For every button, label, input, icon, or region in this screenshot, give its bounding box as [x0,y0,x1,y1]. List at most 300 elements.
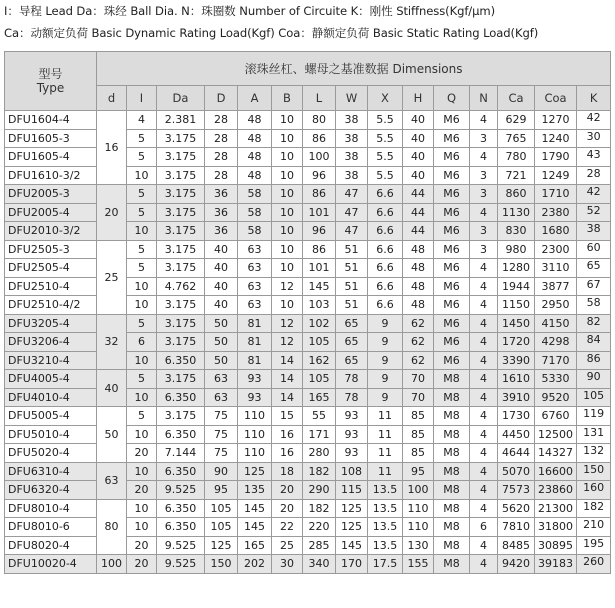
cell-q: M8 [434,462,470,481]
table-row [5,536,611,555]
cell-k: 260 [577,555,611,574]
cell-q: M8 [434,425,470,444]
cell-coa: 39183 [535,555,577,574]
cell-d-outer: 105 [205,518,238,537]
spec-table-container [4,51,610,574]
cell-ca: 4450 [498,425,535,444]
cell-x: 11 [368,444,403,463]
cell-k: 67 [577,277,611,296]
table-row [5,314,611,333]
cell-l: 145 [303,277,336,296]
cell-coa: 2300 [535,240,577,259]
cell-q: M6 [434,259,470,278]
cell-type: DFU4010-4 [5,388,97,407]
cell-x: 6.6 [368,296,403,315]
cell-type: DFU8010-6 [5,518,97,537]
dimensions-group-header: 滚珠丝杠、螺母之基准数据 Dimensions [97,52,611,86]
cell-b: 10 [272,166,303,185]
cell-a: 48 [238,111,272,130]
cell-type: DFU3210-4 [5,351,97,370]
cell-h: 44 [403,222,434,241]
cell-i: 10 [127,462,157,481]
cell-h: 155 [403,555,434,574]
cell-ca: 8485 [498,536,535,555]
cell-b: 15 [272,407,303,426]
table-row [5,259,611,278]
cell-n: 4 [470,425,498,444]
cell-w: 93 [336,425,368,444]
cell-h: 48 [403,277,434,296]
cell-k: 195 [577,536,611,555]
cell-da: 3.175 [157,407,205,426]
cell-da: 6.350 [157,388,205,407]
cell-l: 162 [303,351,336,370]
cell-d: 50 [97,407,127,463]
cell-h: 62 [403,314,434,333]
cell-i: 10 [127,351,157,370]
cell-w: 51 [336,240,368,259]
cell-type: DFU6310-4 [5,462,97,481]
cell-k: 38 [577,222,611,241]
cell-coa: 12500 [535,425,577,444]
cell-ca: 1130 [498,203,535,222]
cell-i: 6 [127,333,157,352]
cell-a: 110 [238,407,272,426]
cell-h: 70 [403,370,434,389]
cell-w: 47 [336,203,368,222]
cell-coa: 5330 [535,370,577,389]
cell-coa: 7170 [535,351,577,370]
cell-a: 145 [238,499,272,518]
cell-k: 86 [577,351,611,370]
table-row [5,296,611,315]
cell-n: 4 [470,481,498,500]
cell-b: 20 [272,499,303,518]
cell-n: 4 [470,351,498,370]
cell-x: 6.6 [368,222,403,241]
cell-l: 165 [303,388,336,407]
cell-b: 10 [272,222,303,241]
cell-da: 9.525 [157,555,205,574]
cell-l: 103 [303,296,336,315]
cell-k: 160 [577,481,611,500]
column-header-i: I [127,86,157,111]
cell-type: DFU6320-4 [5,481,97,500]
cell-d-outer: 63 [205,388,238,407]
cell-a: 110 [238,444,272,463]
cell-d-outer: 125 [205,536,238,555]
cell-coa: 3110 [535,259,577,278]
cell-n: 4 [470,555,498,574]
cell-da: 6.350 [157,499,205,518]
table-row [5,166,611,185]
cell-l: 96 [303,166,336,185]
cell-i: 5 [127,203,157,222]
cell-l: 80 [303,111,336,130]
cell-type: DFU1604-4 [5,111,97,130]
cell-a: 58 [238,222,272,241]
cell-coa: 1710 [535,185,577,204]
column-header-q: Q [434,86,470,111]
cell-b: 10 [272,111,303,130]
cell-coa: 1249 [535,166,577,185]
cell-w: 125 [336,499,368,518]
cell-w: 93 [336,444,368,463]
cell-l: 55 [303,407,336,426]
cell-da: 3.175 [157,203,205,222]
cell-coa: 2380 [535,203,577,222]
cell-k: 42 [577,185,611,204]
cell-coa: 21300 [535,499,577,518]
table-row [5,333,611,352]
cell-b: 10 [272,148,303,167]
cell-x: 9 [368,333,403,352]
cell-w: 65 [336,314,368,333]
type-header-en: Type [36,81,65,95]
cell-w: 47 [336,185,368,204]
column-header-h: H [403,86,434,111]
cell-l: 171 [303,425,336,444]
cell-ca: 3390 [498,351,535,370]
cell-w: 38 [336,148,368,167]
cell-type: DFU5010-4 [5,425,97,444]
cell-k: 131 [577,425,611,444]
cell-da: 9.525 [157,481,205,500]
cell-coa: 23860 [535,481,577,500]
cell-b: 12 [272,314,303,333]
cell-da: 3.175 [157,185,205,204]
cell-d-outer: 28 [205,166,238,185]
legend [4,0,612,44]
cell-i: 5 [127,314,157,333]
column-header-b: B [272,86,303,111]
cell-coa: 2950 [535,296,577,315]
cell-q: M8 [434,407,470,426]
table-row [5,129,611,148]
cell-da: 6.350 [157,462,205,481]
cell-l: 280 [303,444,336,463]
cell-b: 30 [272,555,303,574]
cell-h: 44 [403,185,434,204]
cell-coa: 1270 [535,111,577,130]
cell-w: 51 [336,277,368,296]
cell-x: 11 [368,407,403,426]
cell-h: 85 [403,425,434,444]
cell-x: 13.5 [368,518,403,537]
legend-line-1: I：导程 Lead Da：珠经 Ball Dia. N：珠圈数 Number of Circuite K：刚性 Stiffness(Kgf/μm) [4,4,496,18]
cell-a: 63 [238,259,272,278]
cell-h: 48 [403,240,434,259]
table-row [5,444,611,463]
cell-l: 86 [303,240,336,259]
cell-i: 5 [127,129,157,148]
cell-da: 6.350 [157,425,205,444]
cell-d: 32 [97,314,127,370]
table-row [5,518,611,537]
cell-da: 3.175 [157,166,205,185]
cell-q: M8 [434,499,470,518]
cell-n: 3 [470,166,498,185]
cell-l: 340 [303,555,336,574]
cell-q: M6 [434,185,470,204]
cell-l: 182 [303,499,336,518]
cell-k: 58 [577,296,611,315]
cell-w: 115 [336,481,368,500]
cell-k: 42 [577,111,611,130]
cell-i: 10 [127,166,157,185]
column-header-d: d [97,86,127,111]
cell-l: 86 [303,185,336,204]
cell-w: 93 [336,407,368,426]
cell-ca: 1730 [498,407,535,426]
cell-x: 13.5 [368,481,403,500]
cell-ca: 5070 [498,462,535,481]
cell-k: 52 [577,203,611,222]
cell-ca: 860 [498,185,535,204]
cell-da: 7.144 [157,444,205,463]
cell-d-outer: 40 [205,240,238,259]
cell-d: 63 [97,462,127,499]
cell-n: 4 [470,203,498,222]
cell-k: 60 [577,240,611,259]
cell-k: 65 [577,259,611,278]
cell-k: 182 [577,499,611,518]
cell-d-outer: 28 [205,148,238,167]
cell-h: 95 [403,462,434,481]
cell-k: 105 [577,388,611,407]
cell-q: M6 [434,222,470,241]
cell-q: M8 [434,370,470,389]
cell-d-outer: 75 [205,407,238,426]
cell-i: 10 [127,499,157,518]
cell-ca: 629 [498,111,535,130]
cell-type: DFU2005-4 [5,203,97,222]
cell-h: 48 [403,296,434,315]
cell-x: 9 [368,388,403,407]
cell-b: 10 [272,129,303,148]
legend-line-2: Ca：动额定负荷 Basic Dynamic Rating Load(Kgf) Coa：静额定负荷 Basic Static Rating Load(Kgf) [4,26,539,40]
cell-w: 108 [336,462,368,481]
cell-d: 16 [97,111,127,185]
cell-a: 135 [238,481,272,500]
cell-a: 202 [238,555,272,574]
table-row [5,388,611,407]
column-header-ca: Ca [498,86,535,111]
cell-q: M8 [434,481,470,500]
cell-a: 93 [238,370,272,389]
cell-ca: 780 [498,148,535,167]
cell-da: 3.175 [157,370,205,389]
cell-x: 13.5 [368,499,403,518]
cell-k: 90 [577,370,611,389]
cell-w: 38 [336,129,368,148]
cell-coa: 3877 [535,277,577,296]
cell-type: DFU4005-4 [5,370,97,389]
cell-d-outer: 28 [205,129,238,148]
cell-coa: 6760 [535,407,577,426]
cell-ca: 9420 [498,555,535,574]
cell-ca: 1944 [498,277,535,296]
cell-i: 4 [127,111,157,130]
cell-d-outer: 40 [205,277,238,296]
cell-a: 58 [238,185,272,204]
cell-a: 81 [238,351,272,370]
cell-n: 4 [470,333,498,352]
cell-ca: 1610 [498,370,535,389]
cell-a: 58 [238,203,272,222]
cell-type: DFU8010-4 [5,499,97,518]
cell-da: 3.175 [157,333,205,352]
cell-b: 16 [272,425,303,444]
cell-ca: 1150 [498,296,535,315]
cell-w: 125 [336,518,368,537]
type-header [5,52,97,111]
cell-n: 3 [470,222,498,241]
column-header-d: D [205,86,238,111]
cell-type: DFU3205-4 [5,314,97,333]
cell-b: 25 [272,536,303,555]
cell-w: 78 [336,370,368,389]
cell-l: 285 [303,536,336,555]
cell-b: 10 [272,296,303,315]
cell-q: M8 [434,536,470,555]
cell-w: 78 [336,388,368,407]
cell-i: 10 [127,296,157,315]
table-row [5,222,611,241]
cell-n: 3 [470,129,498,148]
cell-n: 4 [470,259,498,278]
table-row [5,148,611,167]
cell-b: 10 [272,185,303,204]
cell-k: 28 [577,166,611,185]
cell-x: 9 [368,370,403,389]
cell-q: M6 [434,277,470,296]
cell-da: 3.175 [157,259,205,278]
cell-a: 63 [238,240,272,259]
cell-n: 3 [470,240,498,259]
cell-x: 11 [368,425,403,444]
cell-n: 4 [470,444,498,463]
cell-d-outer: 63 [205,370,238,389]
cell-h: 48 [403,259,434,278]
cell-d: 20 [97,185,127,241]
cell-x: 5.5 [368,111,403,130]
cell-b: 20 [272,481,303,500]
cell-b: 16 [272,444,303,463]
cell-da: 2.381 [157,111,205,130]
cell-type: DFU3206-4 [5,333,97,352]
cell-d-outer: 40 [205,259,238,278]
column-header-l: L [303,86,336,111]
cell-x: 9 [368,314,403,333]
cell-i: 5 [127,240,157,259]
cell-ca: 765 [498,129,535,148]
cell-b: 10 [272,259,303,278]
cell-d-outer: 28 [205,111,238,130]
table-row [5,351,611,370]
cell-w: 65 [336,333,368,352]
cell-d-outer: 40 [205,296,238,315]
cell-l: 102 [303,314,336,333]
cell-d-outer: 75 [205,444,238,463]
cell-b: 14 [272,388,303,407]
cell-n: 4 [470,296,498,315]
cell-k: 150 [577,462,611,481]
cell-da: 3.175 [157,129,205,148]
cell-d-outer: 50 [205,333,238,352]
cell-i: 20 [127,555,157,574]
cell-i: 20 [127,536,157,555]
table-row [5,425,611,444]
cell-b: 10 [272,203,303,222]
column-header-x: X [368,86,403,111]
cell-w: 38 [336,166,368,185]
cell-d-outer: 75 [205,425,238,444]
cell-h: 40 [403,129,434,148]
cell-q: M6 [434,333,470,352]
cell-q: M6 [434,129,470,148]
cell-b: 14 [272,370,303,389]
cell-type: DFU2005-3 [5,185,97,204]
cell-coa: 4150 [535,314,577,333]
cell-l: 101 [303,259,336,278]
cell-k: 210 [577,518,611,537]
cell-a: 145 [238,518,272,537]
cell-q: M8 [434,518,470,537]
cell-a: 125 [238,462,272,481]
cell-b: 10 [272,240,303,259]
column-header-a: A [238,86,272,111]
cell-i: 10 [127,518,157,537]
cell-coa: 31800 [535,518,577,537]
cell-x: 5.5 [368,129,403,148]
cell-h: 44 [403,203,434,222]
cell-da: 3.175 [157,314,205,333]
cell-ca: 721 [498,166,535,185]
cell-type: DFU5020-4 [5,444,97,463]
cell-h: 85 [403,407,434,426]
cell-type: DFU10020-4 [5,555,97,574]
cell-i: 10 [127,388,157,407]
cell-h: 85 [403,444,434,463]
cell-q: M8 [434,388,470,407]
cell-a: 48 [238,166,272,185]
table-row [5,203,611,222]
cell-type: DFU2505-4 [5,259,97,278]
cell-coa: 16600 [535,462,577,481]
cell-q: M6 [434,203,470,222]
column-header-coa: Coa [535,86,577,111]
cell-ca: 1720 [498,333,535,352]
cell-l: 96 [303,222,336,241]
cell-type: DFU2510-4/2 [5,296,97,315]
cell-q: M6 [434,296,470,315]
cell-type: DFU1605-3 [5,129,97,148]
cell-d: 25 [97,240,127,314]
cell-a: 48 [238,148,272,167]
column-header-k: K [577,86,611,111]
cell-coa: 1680 [535,222,577,241]
cell-da: 6.350 [157,518,205,537]
cell-ca: 1450 [498,314,535,333]
cell-type: DFU5005-4 [5,407,97,426]
cell-type: DFU1610-3/2 [5,166,97,185]
cell-n: 4 [470,314,498,333]
cell-d-outer: 50 [205,314,238,333]
cell-n: 4 [470,148,498,167]
table-row [5,481,611,500]
cell-d-outer: 36 [205,185,238,204]
